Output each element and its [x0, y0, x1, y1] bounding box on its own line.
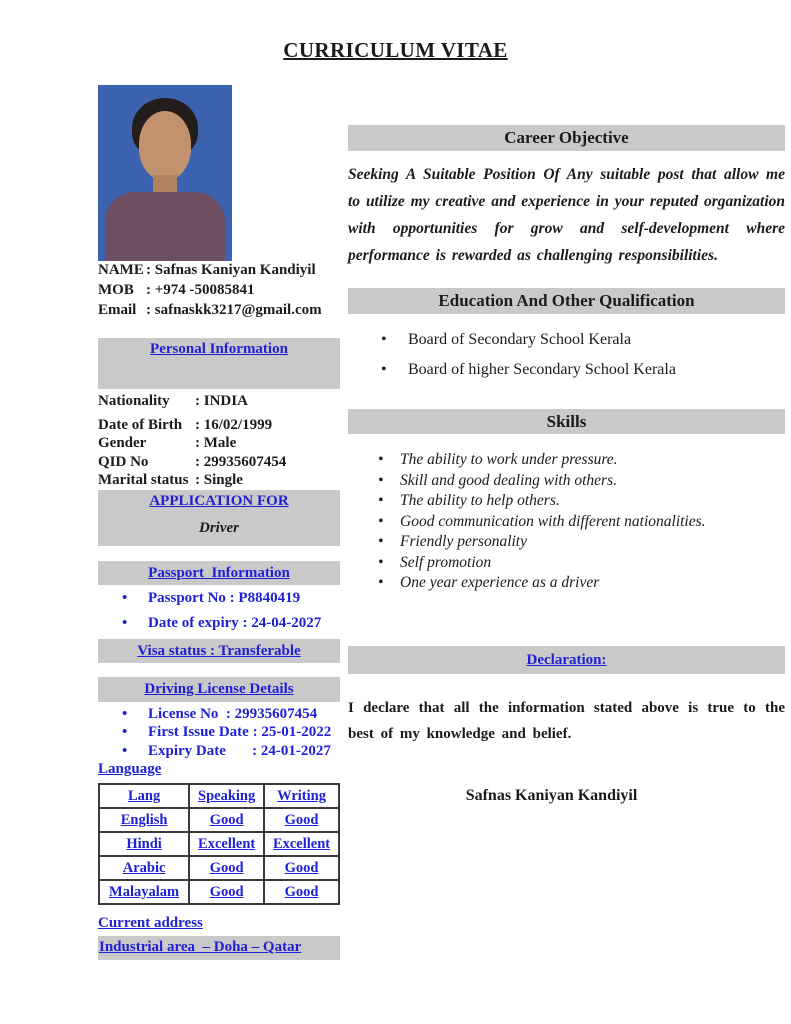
profile-photo: [98, 85, 232, 261]
license-no-item: [98, 705, 340, 724]
speaking-header-text: Speaking: [198, 787, 256, 804]
contact-name-value: : Safnas Kaniyan Kandiyil: [146, 262, 316, 278]
language-heading: Language: [98, 761, 162, 777]
passport-no-text: Passport No : P8840419: [148, 589, 301, 606]
table-cell: [189, 856, 264, 880]
speaking-col-header: [189, 784, 264, 808]
cell-text: Good: [284, 859, 319, 876]
contact-email-value: : safnaskk3217@gmail.com: [146, 302, 322, 318]
career-objective-text: Seeking A Suitable Position Of Any suitable post that allow me to utilize my creative and experience in your reputed organization with opportunities for grow and self-development where performance is rewarded as challenging responsibilities.: [348, 166, 785, 264]
language-table-header-row: [99, 784, 339, 808]
info-label: Marital status: [98, 472, 189, 488]
cell-text: Arabic: [122, 859, 166, 876]
table-cell: [264, 880, 339, 904]
application-for-heading: APPLICATION FOR: [149, 492, 289, 509]
table-cell: [189, 832, 264, 856]
license-expiry-text: Expiry Date : 24-01-2027: [148, 742, 331, 759]
lang-col-header: [99, 784, 189, 808]
personal-info-heading: Personal Information: [150, 341, 288, 357]
skills-list: [348, 450, 785, 594]
left-column: [98, 338, 340, 960]
education-heading: Education And Other Qualification: [438, 291, 695, 310]
application-for-value: Driver: [199, 519, 239, 536]
contact-name-row: [98, 260, 358, 280]
education-header: [348, 288, 785, 314]
info-value: : INDIA: [195, 393, 248, 409]
skills-heading: Skills: [546, 412, 587, 431]
info-label: QID No: [98, 453, 149, 470]
table-cell: [189, 880, 264, 904]
driving-license-header: [98, 677, 340, 702]
skill-item: • The ability to help others.: [348, 491, 785, 512]
current-address-bar: [98, 936, 340, 960]
driving-license-heading: Driving License Details: [144, 680, 294, 697]
table-row-english: [99, 808, 339, 832]
license-expiry-item: [98, 742, 340, 761]
cell-text: Good: [209, 883, 244, 900]
writing-col-header: [264, 784, 339, 808]
declaration-text: I declare that all the information stated above is true to the best of my knowledge and belief.: [348, 699, 785, 742]
education-list: [348, 329, 785, 380]
contact-block: [98, 260, 358, 320]
skills-header: [348, 409, 785, 434]
career-objective-heading: Career Objective: [504, 128, 629, 147]
cell-text: Good: [209, 859, 244, 876]
table-cell: [264, 808, 339, 832]
skill-item: • The ability to work under pressure.: [348, 450, 785, 471]
passport-info-heading: Passport Information: [148, 564, 290, 581]
language-heading-row: [98, 761, 340, 778]
cell-text: Excellent: [198, 835, 256, 852]
table-cell: [99, 880, 189, 904]
cell-text: Excellent: [272, 835, 331, 852]
contact-email-label: Email: [98, 302, 137, 318]
right-column: [348, 125, 785, 805]
lang-header-text: Lang: [127, 787, 161, 804]
personal-info-header: [98, 338, 340, 389]
license-no-text: License No : 29935607454: [148, 705, 318, 722]
table-row-arabic: [99, 856, 339, 880]
info-value: : 29935607454: [195, 453, 287, 470]
info-row-qid: [98, 453, 340, 472]
cell-text: Good: [209, 811, 244, 828]
application-for-heading-row: [98, 492, 340, 511]
application-for-block: [98, 490, 340, 546]
cell-text: Hindi: [126, 835, 162, 852]
passport-expiry-text: Date of expiry : 24-04-2027: [148, 614, 322, 631]
info-label: Nationality: [98, 393, 170, 409]
table-cell: [99, 832, 189, 856]
declaration-heading: Declaration:: [526, 651, 607, 668]
visa-status-text: Visa status : Transferable: [137, 642, 301, 659]
info-label: Date of Birth: [98, 416, 183, 433]
skill-item: • Skill and good dealing with others.: [348, 471, 785, 492]
signature-name: Safnas Kaniyan Kandiyil: [465, 786, 638, 804]
contact-email-row: [98, 300, 358, 320]
info-value: : 16/02/1999: [195, 416, 273, 433]
info-row-marital: [98, 471, 340, 490]
info-label: Gender: [98, 435, 147, 451]
cell-text: Good: [284, 883, 319, 900]
passport-info-list: [98, 589, 340, 633]
table-row-hindi: [99, 832, 339, 856]
info-row-dob: [98, 416, 340, 435]
table-cell: [264, 856, 339, 880]
career-objective-header: [348, 125, 785, 151]
contact-mob-value: : +974 -50085841: [146, 282, 255, 298]
personal-info-rows: [98, 392, 340, 490]
contact-mob-label: MOB: [98, 282, 134, 298]
skill-item: • Self promotion: [348, 553, 785, 574]
education-item: • Board of higher Secondary School Kerala: [348, 359, 785, 380]
photo-shirt: [105, 192, 225, 261]
declaration-header: [348, 646, 785, 674]
passport-expiry-item: [98, 614, 340, 633]
skill-item: • Friendly personality: [348, 532, 785, 553]
table-row-malayalam: [99, 880, 339, 904]
page-title: [0, 38, 791, 63]
license-issue-item: [98, 723, 340, 742]
education-item: • Board of Secondary School Kerala: [348, 329, 785, 350]
skill-item: • Good communication with different nationalities.: [348, 512, 785, 533]
table-cell: [99, 856, 189, 880]
current-address-heading-row: [98, 915, 340, 932]
info-row-nationality: [98, 392, 340, 411]
info-value: : Male: [195, 435, 237, 451]
visa-status-bar: [98, 639, 340, 663]
contact-name-label: NAME: [98, 262, 144, 278]
cell-text: English: [120, 811, 168, 828]
info-value: : Single: [195, 472, 243, 488]
cell-text: Malayalam: [109, 883, 180, 900]
passport-no-item: [98, 589, 340, 608]
current-address-heading: Current address: [98, 915, 203, 931]
page-title-text: CURRICULUM VITAE: [283, 38, 508, 62]
cell-text: Good: [284, 811, 319, 828]
passport-info-header: [98, 561, 340, 585]
table-cell: [264, 832, 339, 856]
driving-license-list: [98, 705, 340, 761]
writing-header-text: Writing: [277, 787, 326, 804]
table-cell: [189, 808, 264, 832]
table-cell: [99, 808, 189, 832]
license-issue-text: First Issue Date : 25-01-2022: [148, 724, 332, 740]
language-table: [98, 783, 340, 905]
info-row-gender: [98, 434, 340, 453]
skill-item: • One year experience as a driver: [348, 573, 785, 594]
current-address-value: Industrial area – Doha – Qatar: [99, 939, 302, 955]
photo-face: [139, 111, 191, 181]
contact-mob-row: [98, 280, 358, 300]
